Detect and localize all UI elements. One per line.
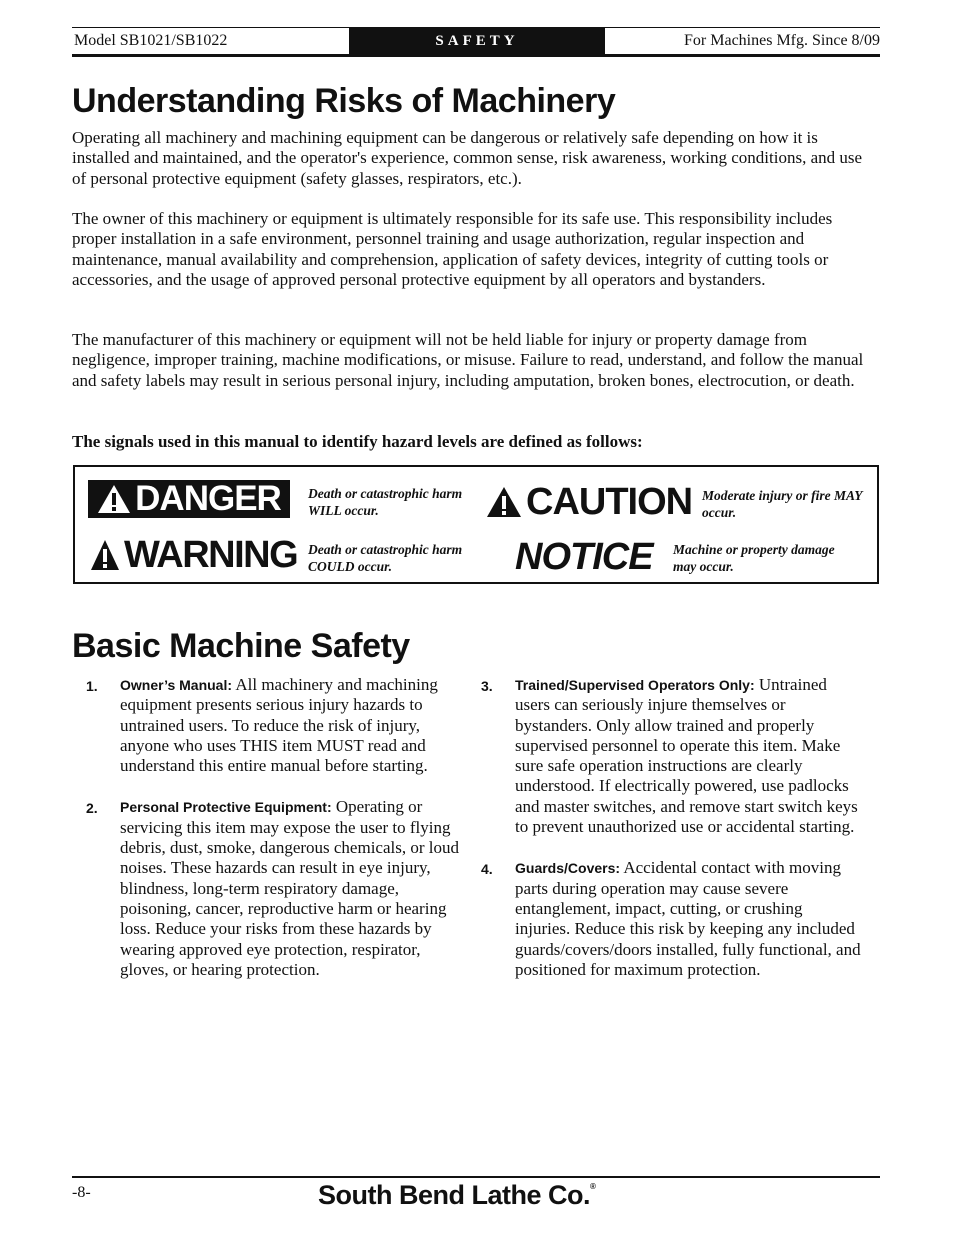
warning-description: Death or catastrophic harm COULD occur. (308, 542, 463, 574)
item-number: 4. (481, 861, 493, 878)
paragraph-manufacturer-liability: The manufacturer of this machinery or equipment will not be held liable for injury or property damage from negligence, improper training, machine modifications, or misuse. Failure to read, understand, and follow the manual and safety labels may result in serious personal injury, including amputation, broken bones, electrocution, or death. (72, 330, 864, 390)
safety-list-right (481, 675, 861, 1001)
list-item (86, 797, 466, 980)
item-number: 1. (86, 678, 98, 694)
warning-label: WARNING (124, 533, 298, 576)
warning-triangle-icon (486, 486, 522, 518)
warning-triangle-icon (97, 484, 131, 514)
paragraph-intro: Operating all machinery and machining equipment can be dangerous or relatively safe depending on how it is installed and maintained, and the operator's experience, common sense, risk awareness, working conditions, and use of personal protective equipment (safety glasses, respirators, etc.). (72, 128, 863, 188)
item-text: Accidental contact with moving parts during operation may cause severe entanglement, impact, cutting, or crushing injuries. Reduce this risk by keeping any included guards/covers/doors installed, fully functional, and positioned for maximum protection. (515, 858, 861, 979)
item-text: Operating or servicing this item may expose the user to flying debris, dust, smoke, dangerous chemicals, or loud noises. These hazards can result in eye injury, blindness, long-term respiratory damage, poisoning, cancer, reproductive harm or hearing loss. Reduce your risks from these hazards by wearing approved eye protection, respirator, gloves, or hearing protection. (120, 797, 459, 979)
registered-mark: ® (589, 1182, 596, 1191)
list-item (86, 675, 466, 776)
paragraph-owner-responsibility: The owner of this machinery or equipment is ultimately responsible for its safe use. This responsibility includes proper installation in a safe environment, personnel training and usage authorization, regular inspection and maintenance, manual availability and comprehension, application of safety devices, integrity of cutting tools or accessories, and the usage of approved personal protective equipment by all operators and bystanders. (72, 209, 833, 289)
warning-triangle-icon (90, 539, 120, 571)
model-label: Model SB1021/SB1022 (74, 32, 228, 49)
item-number: 3. (481, 678, 493, 694)
footer-divider (72, 1176, 880, 1178)
danger-label: DANGER (135, 479, 281, 518)
safety-list-left (86, 675, 466, 1001)
signals-intro: The signals used in this manual to identify hazard levels are defined as follows: (72, 432, 643, 451)
danger-description: Death or catastrophic harm WILL occur. (308, 486, 463, 518)
section-title-risks: Understanding Risks of Machinery (72, 82, 616, 120)
item-heading: Guards/Covers: (515, 860, 621, 877)
item-number: 2. (86, 800, 98, 817)
item-heading: Personal Protective Equipment: (120, 799, 332, 816)
notice-description: Machine or property damage may occur. (673, 542, 835, 574)
notice-label: NOTICE (515, 535, 653, 578)
notice-signal (515, 537, 653, 577)
page-header (72, 27, 880, 57)
section-title-basic-safety: Basic Machine Safety (72, 627, 410, 665)
caution-signal (486, 480, 692, 524)
brand-name: South Bend Lathe Co. (318, 1180, 590, 1210)
caution-label: CAUTION (526, 480, 693, 523)
list-item (481, 858, 861, 980)
item-heading: Trained/Supervised Operators Only: (515, 677, 755, 693)
page-number: -8- (72, 1184, 91, 1201)
list-item (481, 675, 861, 837)
item-heading: Owner’s Manual: (120, 677, 233, 693)
warning-signal (90, 533, 298, 576)
section-tab: SAFETY (349, 28, 605, 54)
brand-logo (318, 1180, 595, 1211)
item-text: All machinery and machining equipment presents serious injury hazards to untrained users. To reduce the risk of injury, anyone who uses THIS item MUST read and understand this entire manual before starting. (120, 675, 438, 776)
hazard-signals-box (73, 465, 879, 584)
item-text: Untrained users can seriously injure themselves or bystanders. Only allow trained and properly supervised personnel to operate this item. Make sure safe operation instructions are clearly understood. If electrically powered, use padlocks and master switches, and remove start switch keys to prevent unauthorized use or accidental starting. (515, 675, 858, 837)
manufacture-date-label: For Machines Mfg. Since 8/09 (684, 32, 880, 49)
caution-description: Moderate injury or fire MAY occur. (702, 488, 863, 520)
danger-signal (88, 480, 290, 518)
